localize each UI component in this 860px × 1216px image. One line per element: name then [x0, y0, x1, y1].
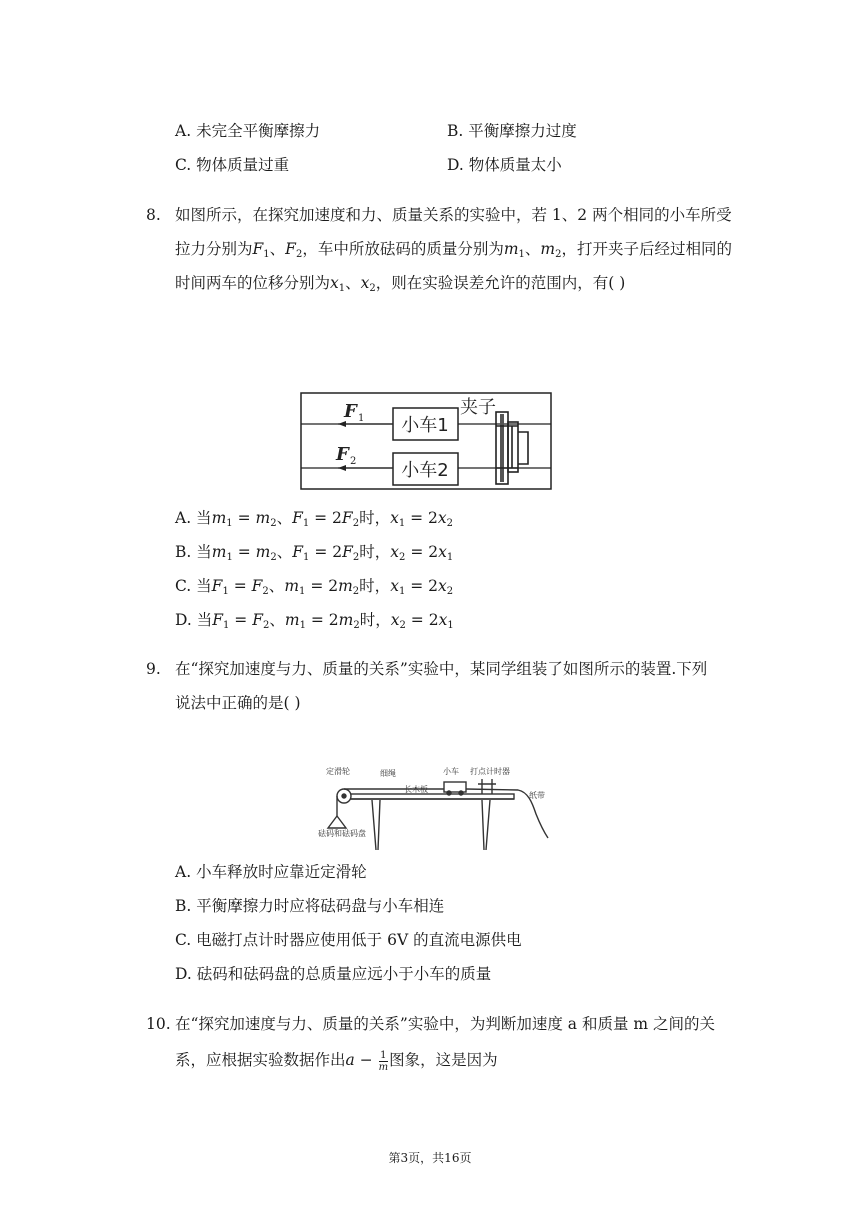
- f2-label: F: [336, 444, 349, 465]
- q8-option-b: B. 当$m_1 = m_2$、$F_1 = 2F_2$时，$x_2 = 2x_1$: [175, 543, 454, 563]
- timer-label: 打点计时器: [470, 767, 510, 776]
- q9-number: 9.: [146, 660, 161, 678]
- long-board: [350, 794, 514, 799]
- q8-line3: 时间两车的位移分别为$x_1$、$x_2$，则在实验误差允许的范围内，有( ): [175, 274, 626, 294]
- car-1-label: 小车1: [401, 415, 449, 436]
- f1-label: F: [344, 401, 357, 422]
- q10-line1: 在“探究加速度与力、质量的关系”实验中，为判断加速度 a 和质量 m 之间的关: [175, 1015, 715, 1033]
- q10-line2: 系，应根据实验数据作出a − $\frac{1}{m}$ 图象，这是因为: [175, 1049, 498, 1073]
- q8-two-carts-figure: [300, 392, 552, 490]
- table-leg-right: [482, 800, 490, 850]
- car-box: [444, 782, 466, 792]
- car-2-label: 小车2: [401, 460, 449, 481]
- q8-line2: 拉力分别为$F_1$、$F_2$，车中所放砝码的质量分别为$m_1$、$m_2$，打开夹子后经过相同的: [175, 240, 733, 260]
- q8-line1: 如图所示，在探究加速度和力、质量关系的实验中，若 1、2 两个相同的小车所受: [175, 206, 732, 224]
- q9-option-c: C. 电磁打点计时器应使用低于 6V 的直流电源供电: [175, 931, 522, 949]
- q7-option-c: C. 物体质量过重: [175, 156, 290, 174]
- board-label: 长木板: [404, 785, 428, 794]
- q7-option-a: A. 未完全平衡摩擦力: [175, 122, 321, 140]
- q7-option-b: B. 平衡摩擦力过度: [447, 122, 577, 140]
- q9-option-b: B. 平衡摩擦力时应将砝码盘与小车相连: [175, 897, 445, 915]
- table-leg-left: [372, 800, 380, 850]
- q8-option-d: D. 当$F_1 = F_2$、$m_1 = 2m_2$时，$x_2 = 2x_1$: [175, 611, 454, 631]
- tape-label: 纸带: [529, 791, 545, 800]
- page-footer: 第3页，共16页: [388, 1151, 472, 1165]
- q8-option-c: C. 当$F_1 = F_2$、$m_1 = 2m_2$时，$x_1 = 2x_2$: [175, 577, 454, 597]
- q9-apparatus-figure: [318, 762, 554, 854]
- weight-pan-icon: [328, 816, 346, 828]
- clip-label: 夹子: [460, 397, 496, 418]
- rope-label: 细绳: [380, 769, 396, 778]
- q9-option-d: D. 砝码和砝码盘的总质量应远小于小车的质量: [175, 965, 492, 983]
- q8-number: 8.: [146, 206, 161, 224]
- f1-sub: 1: [358, 413, 365, 424]
- car-label: 小车: [443, 767, 459, 776]
- q9-option-a: A. 小车释放时应靠近定滑轮: [175, 863, 367, 881]
- q7-option-d: D. 物体质量太小: [447, 156, 562, 174]
- q9-line1: 在“探究加速度与力、质量的关系”实验中，某同学组装了如图所示的装置.下列: [175, 660, 708, 678]
- q10-number: 10.: [146, 1015, 171, 1033]
- q9-line2: 说法中正确的是( ): [175, 694, 301, 712]
- f2-sub: 2: [350, 456, 357, 467]
- weights-label: 砝码和砝码盘: [318, 829, 366, 838]
- pulley-label: 定滑轮: [326, 767, 350, 776]
- fraction-one-over-m: $\frac{1}{m}$: [378, 1049, 389, 1073]
- q8-option-a: A. 当$m_1 = m_2$、$F_1 = 2F_2$时，$x_1 = 2x_2$: [175, 509, 454, 529]
